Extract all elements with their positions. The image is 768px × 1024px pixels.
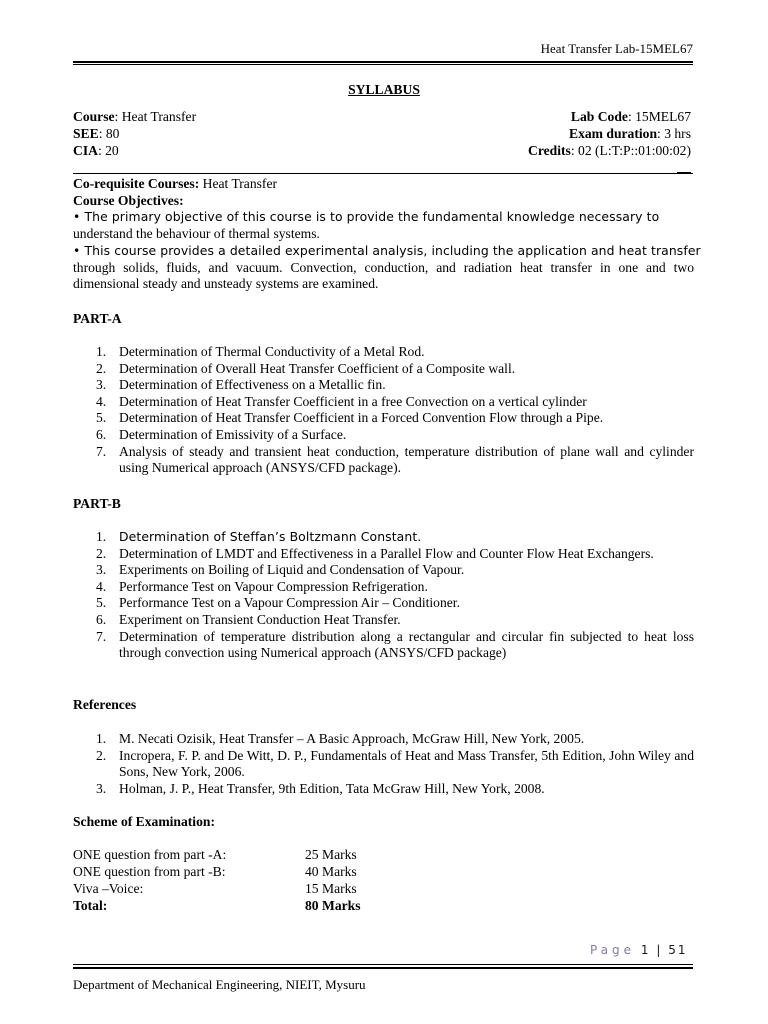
list-text: Performance Test on a Vapour Compression Air – Conditioner. [119,595,460,611]
part-a-item [73,394,694,411]
part-b-item [73,579,694,596]
objectives-heading: Course Objectives: [73,193,184,208]
scheme-label: ONE question from part -A: [73,847,227,862]
credits-field: Credits: 02 (L:T:P::01:00:02) [528,143,691,158]
part-a-list [73,344,694,477]
references-list [73,731,694,797]
list-number: 6. [96,426,107,442]
part-b-item [73,629,694,662]
list-text: Performance Test on Vapour Compression Refrigeration. [119,578,428,594]
part-b-item [73,612,694,629]
meta-row-see [73,126,691,143]
list-text: Determination of Steffan’s Boltzmann Constant. [119,529,422,544]
list-number: 2. [96,360,107,376]
list-number: 5. [96,595,107,611]
list-number: 3. [96,562,107,578]
list-number: 4. [96,578,107,594]
page-footer: Department of Mechanical Engineering, NIEIT, Mysuru [73,977,366,992]
scheme-marks: 40 Marks [305,864,357,879]
references-heading: References [73,697,137,712]
part-a-item [73,427,694,444]
footer-rule-thin [73,964,693,965]
scheme-marks: 15 Marks [305,881,357,896]
part-a-item [73,444,694,477]
list-text: Determination of Effectiveness on a Metallic fin. [119,377,386,393]
objective-1: • The primary objective of this course is to provide the fundamental knowledge necessary to understand the behaviour of thermal systems. [73,209,660,241]
see-field: SEE: 80 [73,126,120,141]
list-text: Determination of Overall Heat Transfer Coefficient of a Composite wall. [119,360,516,376]
labcode-field: Lab Code: 15MEL67 [570,109,691,124]
total-marks: 80 Marks [305,898,361,913]
list-text: Determination of Thermal Conductivity of a Metal Rod. [119,344,425,359]
list-text: Determination of Emissivity of a Surface. [119,426,347,442]
list-number: 7. [96,628,107,644]
part-b-item [73,562,694,579]
list-text: Determination of temperature distribution along a rectangular and circular fin subjected to heat loss through convection using Numerical approach (ANSYS/CFD package) [119,628,694,661]
part-b-item [73,546,694,563]
part-a-item [73,361,694,378]
cia-field: CIA: 20 [73,143,119,158]
corequisite-line: Co-requisite Courses: Heat Transfer [73,176,278,191]
list-text: Incropera, F. P. and De Witt, D. P., Fundamentals of Heat and Mass Transfer, 5th Edition, John Wiley and Sons, New York, 2006. [119,747,694,780]
list-text: Holman, J. P., Heat Transfer, 9th Edition, Tata McGraw Hill, New York, 2008. [119,780,545,796]
meta-row-course [73,109,691,126]
scheme-marks: 25 Marks [305,847,357,862]
page-number: Page 1 | 51 [590,943,688,957]
scheme-heading: Scheme of Examination: [73,814,215,829]
reference-item [73,731,694,748]
reference-item [73,748,694,781]
list-number: 3. [96,377,107,393]
exam-duration-field: Exam duration: 3 hrs [569,126,691,141]
section-divider [73,173,693,174]
list-text: Experiments on Boiling of Liquid and Condensation of Vapour. [119,562,465,578]
header-rule-thin [73,64,693,65]
part-a-item [73,410,694,427]
list-number: 7. [96,443,107,459]
page-title: SYLLABUS [348,82,420,97]
part-b-item [73,595,694,612]
list-number: 2. [96,747,107,763]
part-b-list [73,529,694,662]
list-number: 6. [96,611,107,627]
list-number: 5. [96,410,107,426]
part-b-item [73,529,694,546]
list-text: Determination of LMDT and Effectiveness in a Parallel Flow and Counter Flow Heat Exchangers. [119,545,654,561]
list-text: Determination of Heat Transfer Coefficient in a Forced Convention Flow through a Pipe. [119,410,604,426]
list-number: 1. [96,731,107,746]
footer-rule [73,967,693,969]
list-number: 3. [96,780,107,796]
list-number: 1. [96,529,107,544]
reference-item [73,781,694,798]
list-number: 2. [96,545,107,561]
list-text: Determination of Heat Transfer Coefficient in a free Convection on a vertical cylinder [119,393,587,409]
header-rule [73,61,693,63]
list-text: Experiment on Transient Conduction Heat Transfer. [119,611,401,627]
scheme-label: Viva –Voice: [73,881,144,896]
divider-tick [677,172,691,173]
scheme-label: ONE question from part -B: [73,864,226,879]
course-field: Course: Heat Transfer [73,109,197,124]
list-text: Analysis of steady and transient heat conduction, temperature distribution of plane wall and cylinder using Numerical approach (ANSYS/CFD package). [119,443,694,476]
part-a-item [73,344,694,361]
total-label: Total: [73,898,108,913]
running-header: Heat Transfer Lab-15MEL67 [540,41,693,56]
part-a-heading: PART-A [73,311,122,326]
objective-2: • This course provides a detailed experimental analysis, including the application and heat transfer through solids, fluids, and vacuum. Convection, conduction, and radiation heat transfer in one and two dimensional steady and unsteady systems are examined. [73,243,701,292]
part-a-item [73,377,694,394]
list-number: 4. [96,393,107,409]
part-b-heading: PART-B [73,496,121,511]
list-number: 1. [96,344,107,359]
meta-row-cia [73,143,691,160]
list-text: M. Necati Ozisik, Heat Transfer – A Basic Approach, McGraw Hill, New York, 2005. [119,731,585,746]
